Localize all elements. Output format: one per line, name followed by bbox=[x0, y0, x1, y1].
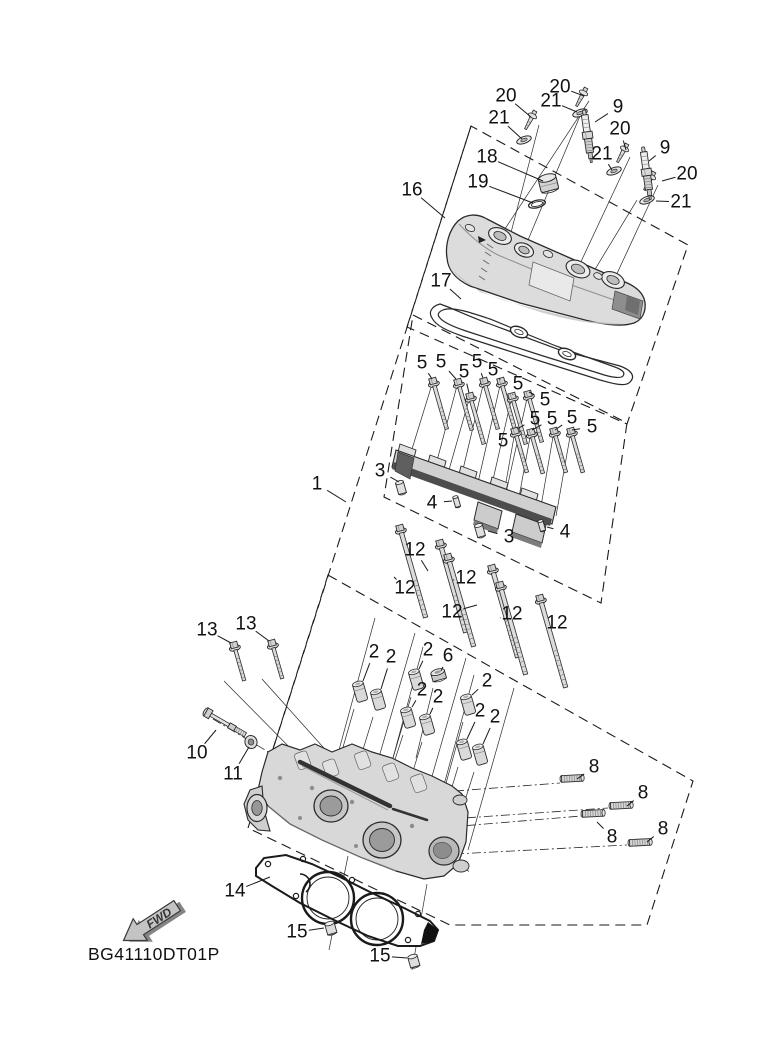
callout-label-20: 20 bbox=[676, 163, 698, 185]
valve-lifter bbox=[419, 713, 435, 736]
callout-leader-8 bbox=[597, 822, 604, 829]
dowel-pin bbox=[395, 480, 407, 496]
callout-leader-20 bbox=[662, 177, 675, 181]
threaded-stud bbox=[560, 774, 585, 782]
callout-label-12: 12 bbox=[441, 601, 463, 623]
flange-bolt bbox=[228, 641, 250, 683]
callout-leader-15 bbox=[392, 957, 407, 958]
callout-label-8: 8 bbox=[606, 826, 618, 848]
callout-label-5: 5 bbox=[566, 407, 578, 429]
threaded-stud bbox=[609, 801, 634, 809]
callout-label-16: 16 bbox=[401, 179, 423, 201]
callout-label-1: 1 bbox=[311, 473, 323, 495]
axis-line bbox=[499, 101, 589, 238]
callout-leader-18 bbox=[498, 162, 543, 181]
callout-label-12: 12 bbox=[394, 577, 416, 599]
pan-head-screw bbox=[572, 86, 590, 108]
callout-label-12: 12 bbox=[501, 603, 523, 625]
callout-label-18: 18 bbox=[476, 146, 498, 168]
callout-leader-2 bbox=[381, 668, 387, 689]
callout-label-5: 5 bbox=[416, 352, 428, 374]
callout-leader-5 bbox=[428, 373, 432, 379]
callout-leader-2 bbox=[472, 689, 478, 695]
callout-label-12: 12 bbox=[546, 612, 568, 634]
callout-label-5: 5 bbox=[546, 408, 558, 430]
callout-label-8: 8 bbox=[588, 756, 600, 778]
callout-label-21: 21 bbox=[591, 143, 613, 165]
callout-label-14: 14 bbox=[224, 880, 246, 902]
callout-label-5: 5 bbox=[435, 351, 447, 373]
callout-leader-2 bbox=[467, 722, 475, 739]
callout-label-9: 9 bbox=[659, 137, 671, 159]
callout-label-5: 5 bbox=[497, 430, 509, 452]
callout-label-11: 11 bbox=[223, 763, 243, 785]
callout-leader-4 bbox=[547, 527, 553, 529]
axis-line bbox=[455, 845, 627, 854]
callout-leader-11 bbox=[239, 747, 249, 764]
cam-cap-bolt bbox=[565, 427, 588, 474]
valve-lifter bbox=[456, 738, 472, 761]
locating-dowel bbox=[407, 953, 420, 969]
callout-leader-21 bbox=[508, 126, 522, 139]
seal-washer bbox=[243, 734, 259, 751]
callout-label-15: 15 bbox=[286, 921, 308, 943]
callout-label-2: 2 bbox=[422, 639, 434, 661]
valve-lifter bbox=[400, 706, 416, 729]
callout-label-3: 3 bbox=[374, 460, 386, 482]
callout-leader-9 bbox=[649, 156, 656, 161]
threaded-stud bbox=[628, 838, 653, 846]
callout-leader-1 bbox=[327, 490, 346, 502]
callout-label-5: 5 bbox=[487, 359, 499, 381]
dowel-pin-small bbox=[452, 495, 460, 508]
pan-head-screw bbox=[521, 109, 539, 131]
callout-label-21: 21 bbox=[670, 191, 692, 213]
callout-leader-13 bbox=[256, 631, 269, 641]
cylinder-head-bolt bbox=[534, 594, 571, 689]
valve-lifter bbox=[352, 680, 368, 703]
callout-leader-21 bbox=[656, 201, 669, 202]
callout-leader-2 bbox=[430, 708, 433, 714]
callout-label-5: 5 bbox=[539, 389, 551, 411]
callout-leader-12 bbox=[464, 605, 477, 609]
callout-label-2: 2 bbox=[489, 706, 501, 728]
axis-line bbox=[455, 783, 560, 791]
callout-label-5: 5 bbox=[586, 416, 598, 438]
callout-label-12: 12 bbox=[455, 567, 477, 589]
blind-plug bbox=[430, 667, 447, 683]
cylinder-head-bolt bbox=[394, 524, 431, 619]
callout-label-20: 20 bbox=[495, 85, 517, 107]
rubber-cap bbox=[537, 172, 559, 195]
callout-label-3: 3 bbox=[503, 526, 515, 548]
callout-label-2: 2 bbox=[432, 686, 444, 708]
callout-label-19: 19 bbox=[467, 171, 489, 193]
callout-label-5: 5 bbox=[529, 408, 541, 430]
valve-lifter bbox=[460, 693, 476, 716]
callout-leader-2 bbox=[483, 728, 490, 744]
callout-label-9: 9 bbox=[612, 96, 624, 118]
callout-leader-5 bbox=[467, 384, 469, 393]
callout-leader-17 bbox=[450, 289, 461, 299]
callout-label-21: 21 bbox=[540, 90, 562, 112]
callout-label-5: 5 bbox=[512, 373, 524, 395]
cam-cap-bolt bbox=[525, 428, 548, 475]
valve-lifter bbox=[370, 688, 386, 711]
callout-label-10: 10 bbox=[186, 742, 208, 764]
callout-leader-4 bbox=[444, 501, 452, 502]
fwd-label: FWD bbox=[143, 904, 175, 932]
callout-leader-9 bbox=[595, 114, 608, 122]
callout-label-2: 2 bbox=[481, 670, 493, 692]
callout-label-12: 12 bbox=[404, 539, 426, 561]
callout-leader-2 bbox=[419, 661, 423, 669]
callout-label-8: 8 bbox=[657, 818, 669, 840]
callout-leader-2 bbox=[363, 663, 370, 681]
callout-leader-20 bbox=[515, 104, 531, 117]
callout-label-15: 15 bbox=[369, 945, 391, 967]
camshaft-caps bbox=[392, 444, 556, 548]
part-code: BG41110DT01P bbox=[88, 944, 220, 964]
callout-label-2: 2 bbox=[416, 679, 428, 701]
callout-leader-12 bbox=[421, 560, 428, 571]
threaded-stud bbox=[581, 809, 606, 817]
long-stud-bolt bbox=[202, 707, 248, 739]
cam-cap-bolt bbox=[427, 377, 452, 431]
axis-line bbox=[578, 157, 630, 268]
valve-cover bbox=[446, 215, 645, 325]
callout-leader-2 bbox=[412, 700, 416, 707]
flange-bolt bbox=[266, 639, 288, 681]
callout-label-2: 2 bbox=[368, 641, 380, 663]
callout-leader-21 bbox=[562, 106, 577, 112]
callout-leader-5 bbox=[481, 373, 483, 378]
callout-leader-19 bbox=[489, 186, 533, 203]
callout-label-21: 21 bbox=[488, 107, 510, 129]
grommet-seal bbox=[639, 194, 656, 206]
callout-label-5: 5 bbox=[471, 351, 483, 373]
callout-label-8: 8 bbox=[637, 782, 649, 804]
callout-leader-13 bbox=[218, 636, 231, 643]
callout-label-4: 4 bbox=[426, 492, 438, 514]
callout-label-2: 2 bbox=[474, 700, 486, 722]
callout-label-2: 2 bbox=[385, 646, 397, 668]
callout-label-6: 6 bbox=[442, 645, 454, 667]
callout-label-20: 20 bbox=[549, 76, 571, 98]
callout-label-20: 20 bbox=[609, 118, 631, 140]
callout-label-17: 17 bbox=[430, 270, 452, 292]
callout-leader-16 bbox=[421, 198, 445, 218]
grommet-seal bbox=[606, 165, 623, 177]
callout-label-5: 5 bbox=[458, 361, 470, 383]
callout-label-4: 4 bbox=[559, 521, 571, 543]
callout-leader-5 bbox=[449, 371, 456, 379]
callout-label-13: 13 bbox=[196, 619, 218, 641]
axis-line bbox=[591, 200, 637, 276]
valve-lifter bbox=[472, 743, 488, 766]
callout-leader-15 bbox=[309, 928, 324, 930]
callout-label-13: 13 bbox=[235, 613, 257, 635]
callout-leader-3 bbox=[390, 477, 399, 482]
